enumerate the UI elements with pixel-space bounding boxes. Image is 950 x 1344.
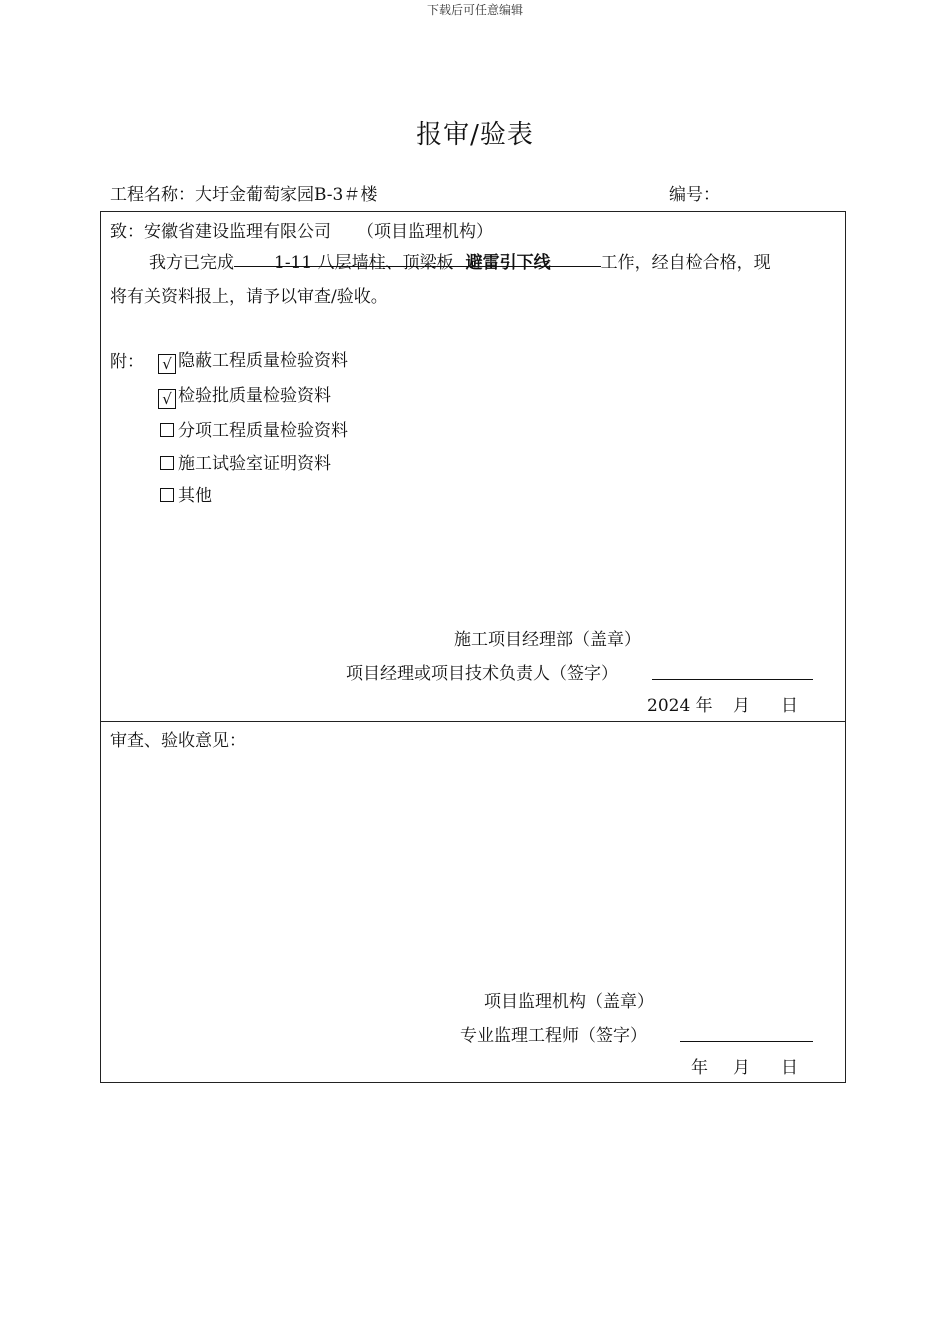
contractor-signer-label: 项目经理或项目技术负责人（签字） bbox=[346, 664, 618, 684]
statement-suffix: 工作，经自检合格，现 bbox=[600, 253, 771, 273]
attachment-label: 隐蔽工程质量检验资料 bbox=[178, 351, 348, 371]
checkbox-unchecked[interactable] bbox=[160, 488, 174, 502]
checkbox-checked[interactable]: √ bbox=[158, 389, 176, 409]
attachment-item bbox=[160, 449, 331, 474]
attachment-item bbox=[158, 346, 348, 374]
supervisor-date-year: 年 bbox=[691, 1058, 708, 1078]
work-item-location: 1-11 八层墙柱、顶梁板 bbox=[274, 253, 454, 273]
section-divider bbox=[101, 721, 845, 722]
document-number-label: 编号： bbox=[669, 185, 720, 205]
attachment-item bbox=[160, 481, 212, 506]
review-opinion-label: 审查、验收意见： bbox=[110, 731, 246, 751]
statement-prefix: 我方已完成 bbox=[149, 253, 234, 273]
attachments-label: 附： bbox=[110, 352, 144, 372]
contractor-seal-label: 施工项目经理部（盖章） bbox=[454, 630, 641, 650]
addressee-value: 安徽省建设监理有限公司 bbox=[144, 222, 331, 242]
statement-line-2: 将有关资料报上，请予以审查/验收。 bbox=[110, 287, 388, 307]
checkbox-unchecked[interactable] bbox=[160, 456, 174, 470]
supervisor-seal-label: 项目监理机构（盖章） bbox=[484, 992, 654, 1012]
addressee-label: 致： bbox=[110, 222, 144, 242]
work-item-field bbox=[234, 248, 601, 273]
addressee-row bbox=[110, 217, 493, 242]
form-table bbox=[100, 211, 846, 1083]
attachment-item bbox=[158, 381, 331, 409]
supervisor-signer-label: 专业监理工程师（签字） bbox=[460, 1026, 647, 1046]
attachment-label: 分项工程质量检验资料 bbox=[178, 421, 348, 441]
contractor-date-month: 月 bbox=[733, 696, 750, 716]
supervisor-signature-line[interactable] bbox=[680, 1040, 813, 1042]
attachment-label: 施工试验室证明资料 bbox=[178, 454, 331, 474]
project-name-value: 大圩金葡萄家园B-3＃楼 bbox=[195, 185, 378, 205]
attachment-item bbox=[160, 416, 348, 441]
page-title: 报审/验表 bbox=[416, 120, 534, 150]
header-note: 下载后可任意编辑 bbox=[426, 3, 523, 17]
attachment-label: 检验批质量检验资料 bbox=[178, 386, 331, 406]
work-item-name: 避雷引下线 bbox=[465, 253, 551, 273]
attachment-label: 其他 bbox=[178, 486, 212, 506]
project-name-row bbox=[110, 180, 377, 205]
statement-line-1 bbox=[149, 248, 771, 273]
checkbox-checked[interactable]: √ bbox=[158, 354, 176, 374]
contractor-signature-line[interactable] bbox=[652, 678, 813, 680]
contractor-date-day: 日 bbox=[781, 696, 798, 716]
project-name-label: 工程名称： bbox=[110, 185, 195, 205]
contractor-date-year: 2024 年 bbox=[647, 696, 713, 716]
supervisor-date-month: 月 bbox=[733, 1058, 750, 1078]
checkbox-unchecked[interactable] bbox=[160, 423, 174, 437]
addressee-suffix: （项目监理机构） bbox=[357, 222, 493, 242]
supervisor-date-day: 日 bbox=[781, 1058, 798, 1078]
